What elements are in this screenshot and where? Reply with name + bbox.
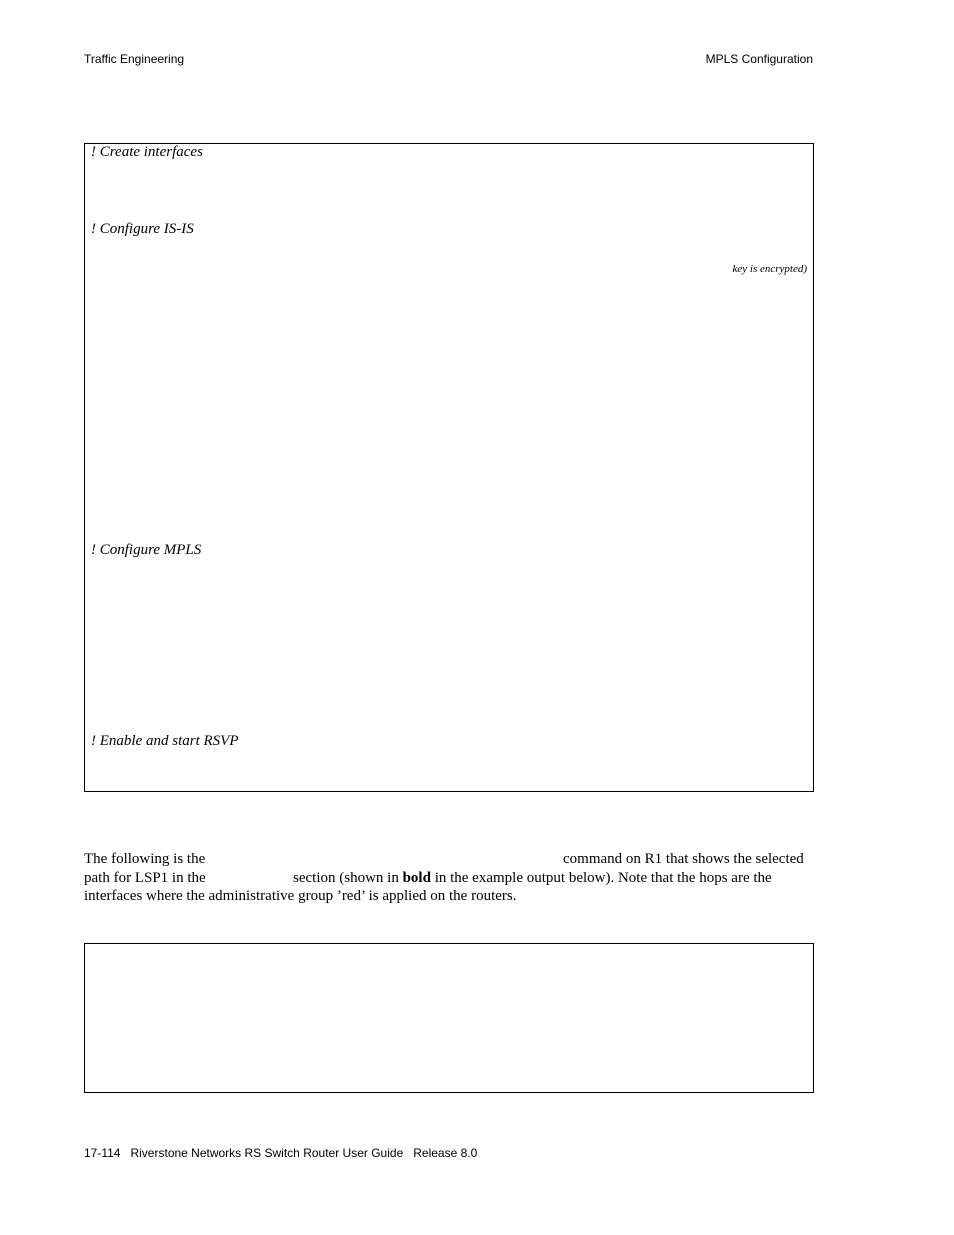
body-paragraph xyxy=(84,850,812,906)
paragraph-line-3 xyxy=(84,887,812,906)
comment-create-interfaces: ! Create interfaces xyxy=(91,144,203,160)
paragraph-line-2 xyxy=(84,869,812,888)
paragraph-text: interfaces where the administrative group ’red’ is applied on the routers. xyxy=(84,888,517,904)
paragraph-text: section (shown in xyxy=(293,869,399,886)
config-example-box xyxy=(84,143,814,792)
bold-word: bold xyxy=(402,869,431,886)
comment-configure-mpls: ! Configure MPLS xyxy=(91,542,202,558)
paragraph-line-1 xyxy=(84,850,812,869)
paragraph-text: in the example output below). Note that the hops are the xyxy=(434,869,772,886)
comment-configure-isis: ! Configure IS-IS xyxy=(91,221,194,237)
encryption-note: key is encrypted) xyxy=(732,263,807,275)
header-section-title: Traffic Engineering xyxy=(84,52,185,66)
paragraph-text: command on R1 that shows the selected xyxy=(563,851,804,867)
page-footer: 17-114 Riverstone Networks RS Switch Router User Guide Release 8.0 xyxy=(84,1146,478,1160)
comment-enable-rsvp: ! Enable and start RSVP xyxy=(91,733,239,749)
paragraph-text xyxy=(293,869,772,888)
header-chapter-title: MPLS Configuration xyxy=(705,52,813,66)
paragraph-text: The following is the xyxy=(84,851,206,867)
paragraph-text: path for LSP1 in the xyxy=(84,869,206,886)
output-example-box xyxy=(84,943,814,1093)
